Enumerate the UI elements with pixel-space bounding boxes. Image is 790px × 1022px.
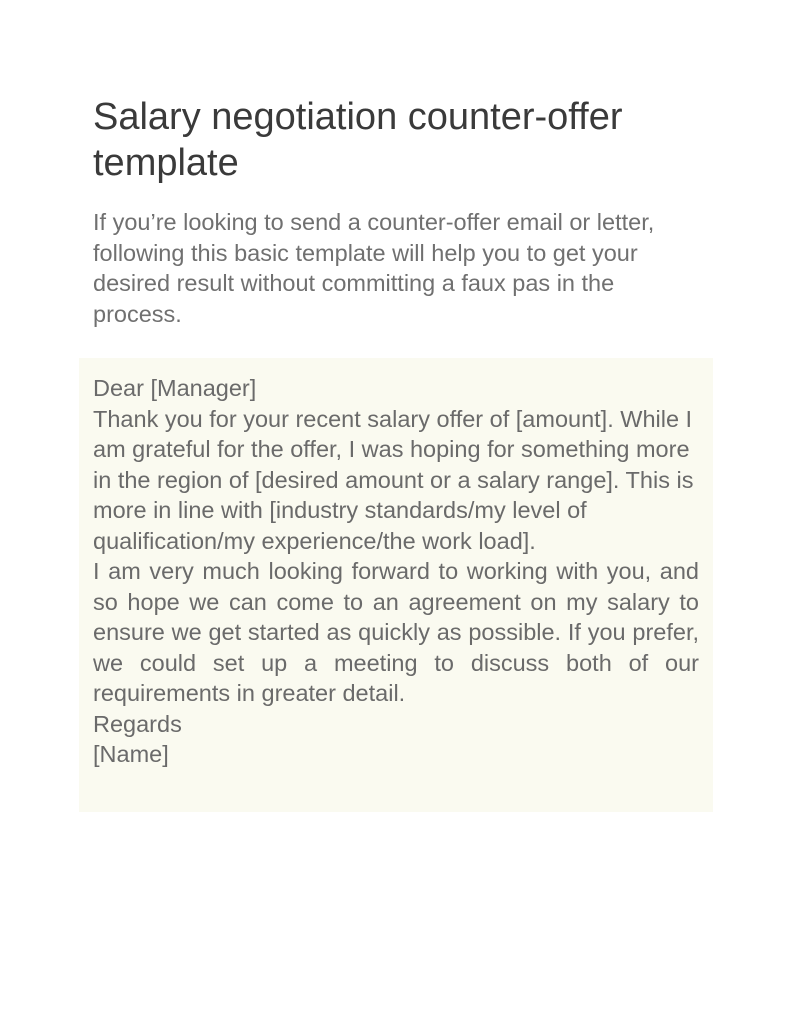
letter-closing: Regards: [93, 710, 182, 737]
intro-paragraph: If you’re looking to send a counter-offer email or letter, following this basic template will help you to get your desired result without committing a faux pas in the process.: [93, 209, 655, 327]
letter-template-box: [79, 358, 713, 812]
letter-greeting: Dear [Manager]: [93, 375, 257, 401]
letter-signature: [Name]: [93, 741, 169, 767]
letter-paragraph-2: I am very much looking forward to working with you, and so hope we can come to an agreement on my salary to ensure we get started as quickly as possible. If you prefer, we could set up a meeting to discuss both of our requirements in greater detail.: [93, 558, 699, 706]
letter-paragraph-1: Thank you for your recent salary offer of [amount]. While I am grateful for the offer, I was hoping for something more in the region of [desired amount or a salary range]. This is more in line with [industry standards/my level of qualification/my experience/the work load].: [93, 405, 694, 554]
letter-template: [93, 373, 699, 770]
page-title: Salary negotiation counter-offer template: [93, 96, 623, 184]
